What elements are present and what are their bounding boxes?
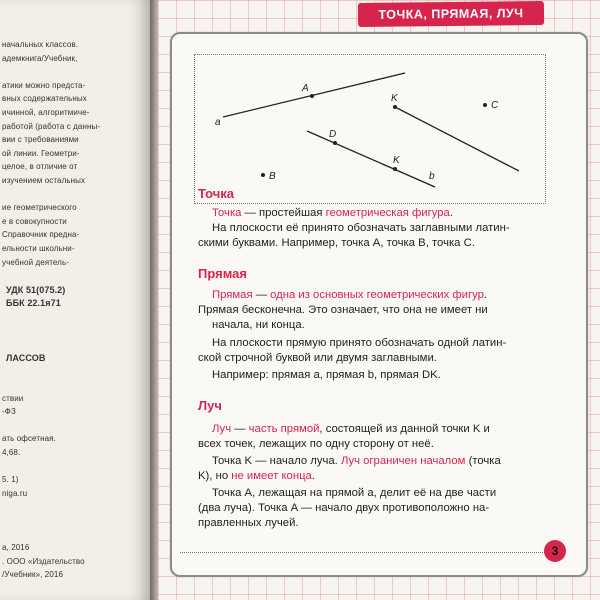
line-a (223, 73, 405, 117)
previous-page (0, 0, 150, 600)
textbook-page (158, 0, 600, 600)
label-b: b (429, 171, 435, 182)
line-text-2: начала, ни конца. (212, 319, 305, 331)
previous-page-line: начальных классов. (2, 40, 79, 49)
content-frame (170, 32, 588, 577)
previous-page-line: учебной деятель- (2, 257, 69, 267)
label-D: D (329, 129, 337, 140)
previous-page-line: УДК 51(075.2) (6, 284, 66, 295)
previous-page-line: -ФЗ (2, 407, 16, 417)
page-title: ТОЧКА, ПРЯМАЯ, ЛУЧ (358, 1, 544, 27)
section-title-line: Прямая (198, 266, 247, 281)
previous-page-line: . ООО «Издательство (2, 556, 85, 566)
point-K-upper (393, 105, 397, 109)
line-text-4: ской строчной буквой или двумя заглавными. (198, 352, 437, 364)
previous-page-line: вных содержательных (2, 94, 87, 104)
point-C (483, 103, 487, 107)
previous-page-line: ие геометрического (2, 203, 77, 213)
page-number-badge: 3 (544, 540, 566, 562)
previous-page-line: а, 2016 (2, 543, 30, 553)
section-title-ray: Луч (198, 398, 222, 413)
line-text-3: На плоскости прямую принято обозначать одной латин- (212, 337, 507, 349)
term-point: Точка (212, 207, 242, 219)
label-B: B (269, 171, 276, 182)
ray-text-5: (два луча). Точка A — начало двух противоположно на- (198, 502, 490, 514)
previous-page-line: атики можно предста- (2, 80, 86, 90)
previous-page-line: ельности школьни- (2, 244, 75, 253)
previous-page-line: изучением остальных (2, 176, 86, 185)
ray-text-4: Точка A, лежащая на прямой a, делит её на две части (212, 487, 497, 499)
point-A (310, 94, 314, 98)
point-B (261, 173, 265, 177)
label-A: A (302, 83, 309, 94)
previous-page-line: niga.ru (2, 488, 28, 498)
previous-page-line: Справочник предна- (2, 230, 80, 240)
ray-text-3: K), но не имеет конца. (198, 470, 315, 482)
previous-page-line: адемкнига/Учебник, (2, 53, 78, 63)
previous-page-line: /Учебник», 2016 (2, 570, 63, 580)
previous-page-line: 4,68. (2, 448, 21, 457)
previous-page-line: ичинной, алгоритмиче- (2, 108, 90, 117)
term-line: Прямая (212, 289, 253, 301)
label-K-upper: K (391, 93, 398, 104)
previous-page-line: е в совокупности (2, 216, 67, 226)
previous-page-line: ББК 22.1я71 (6, 298, 61, 309)
previous-page-line: ать офсетная. (2, 434, 56, 444)
section-title-point: Точка (198, 186, 235, 201)
term-ray: Луч (212, 423, 232, 435)
point-K-lower (393, 167, 397, 171)
geometry-figure (194, 54, 546, 204)
previous-page-line: ЛАССОВ (6, 352, 46, 363)
ray-definition: Луч — часть прямой, состоящей из данной точки K и (212, 423, 490, 435)
ray-text-1: всех точек, лежащих по одну сторону от неё. (198, 438, 434, 450)
ray-K (395, 107, 519, 171)
previous-page-line: работой (работа с данны- (2, 121, 101, 131)
footer-divider (180, 552, 545, 553)
previous-page-line: ой линии. Геометри- (2, 148, 80, 158)
line-definition: Прямая — одна из основных геометрических фигур. (212, 289, 488, 301)
ray-text-6: правленных лучей. (198, 517, 299, 529)
label-a: a (215, 117, 221, 128)
point-text-2: скими буквами. Например, точка A, точка B, точка C. (198, 237, 475, 249)
ray-text-2: Точка K — начало луча. Луч ограничен началом (точка (212, 455, 501, 467)
previous-page-line: вии с требованиями (2, 135, 79, 145)
line-text-5: Например: прямая a, прямая b, прямая DK. (212, 369, 441, 381)
previous-page-line: 5. 1) (2, 475, 19, 485)
point-definition: Точка — простейшая геометрическая фигура. (212, 207, 453, 219)
previous-page-line: целое, в отличие от (2, 162, 78, 172)
label-K-lower: K (393, 155, 400, 166)
label-C: C (491, 100, 499, 111)
previous-page-line: ствии (2, 393, 24, 403)
point-text-1: На плоскости её принято обозначать заглавными латин- (212, 222, 510, 234)
line-text-1: Прямая бесконечна. Это означает, что она не имеет ни (198, 304, 488, 316)
line-b (307, 131, 435, 187)
figure-drawing (195, 55, 547, 205)
point-D (333, 141, 337, 145)
